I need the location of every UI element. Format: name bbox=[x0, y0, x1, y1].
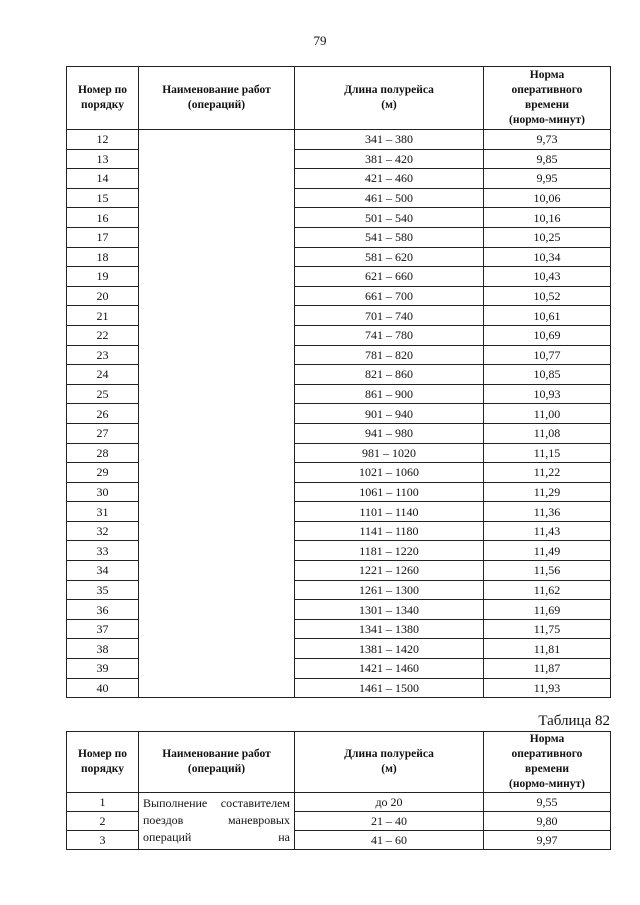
half-trip-length: 461 – 500 bbox=[295, 188, 484, 208]
norms-table-82 bbox=[66, 731, 611, 850]
half-trip-length: 1261 – 1300 bbox=[295, 580, 484, 600]
table-row bbox=[67, 793, 611, 812]
table-row bbox=[67, 130, 611, 150]
half-trip-length: 1421 – 1460 bbox=[295, 659, 484, 679]
row-number: 26 bbox=[67, 404, 139, 424]
half-trip-length: 581 – 620 bbox=[295, 247, 484, 267]
operation-text-line: Выполнение составителем bbox=[143, 796, 290, 810]
time-norm: 11,56 bbox=[484, 561, 611, 581]
time-norm: 11,22 bbox=[484, 463, 611, 483]
time-norm: 10,85 bbox=[484, 365, 611, 385]
half-trip-length: 1181 – 1220 bbox=[295, 541, 484, 561]
half-trip-length: 381 – 420 bbox=[295, 149, 484, 169]
header-num: Номер по порядку bbox=[67, 732, 139, 793]
header-length: Длина полурейса (м) bbox=[295, 732, 484, 793]
time-norm: 11,69 bbox=[484, 600, 611, 620]
half-trip-length: 941 – 980 bbox=[295, 423, 484, 443]
norms-table-continued bbox=[66, 66, 611, 698]
row-number: 15 bbox=[67, 188, 139, 208]
row-number: 3 bbox=[67, 831, 139, 850]
row-number: 18 bbox=[67, 247, 139, 267]
row-number: 33 bbox=[67, 541, 139, 561]
row-number: 16 bbox=[67, 208, 139, 228]
header-norm: Норма оперативного времени (нормо-минут) bbox=[484, 732, 611, 793]
time-norm: 11,93 bbox=[484, 678, 611, 698]
row-number: 37 bbox=[67, 619, 139, 639]
time-norm: 9,85 bbox=[484, 149, 611, 169]
time-norm: 10,52 bbox=[484, 286, 611, 306]
time-norm: 10,61 bbox=[484, 306, 611, 326]
row-number: 19 bbox=[67, 267, 139, 287]
row-number: 29 bbox=[67, 463, 139, 483]
half-trip-length: 1101 – 1140 bbox=[295, 502, 484, 522]
operation-name-cell bbox=[139, 130, 295, 698]
half-trip-length: 821 – 860 bbox=[295, 365, 484, 385]
half-trip-length: 1221 – 1260 bbox=[295, 561, 484, 581]
half-trip-length: 1341 – 1380 bbox=[295, 619, 484, 639]
half-trip-length: 861 – 900 bbox=[295, 384, 484, 404]
row-number: 14 bbox=[67, 169, 139, 189]
time-norm: 10,25 bbox=[484, 227, 611, 247]
time-norm: 9,97 bbox=[484, 831, 611, 850]
row-number: 34 bbox=[67, 561, 139, 581]
half-trip-length: 621 – 660 bbox=[295, 267, 484, 287]
page-number: 79 bbox=[313, 33, 327, 48]
time-norm: 10,16 bbox=[484, 208, 611, 228]
time-norm: 11,29 bbox=[484, 482, 611, 502]
row-number: 12 bbox=[67, 130, 139, 150]
time-norm: 9,73 bbox=[484, 130, 611, 150]
row-number: 30 bbox=[67, 482, 139, 502]
time-norm: 9,80 bbox=[484, 812, 611, 831]
header-norm: Норма оперативного времени (нормо-минут) bbox=[484, 67, 611, 130]
time-norm: 11,43 bbox=[484, 521, 611, 541]
row-number: 21 bbox=[67, 306, 139, 326]
row-number: 20 bbox=[67, 286, 139, 306]
row-number: 38 bbox=[67, 639, 139, 659]
header-num: Номер по порядку bbox=[67, 67, 139, 130]
table1-body bbox=[67, 130, 611, 698]
time-norm: 10,69 bbox=[484, 325, 611, 345]
row-number: 28 bbox=[67, 443, 139, 463]
row-number: 2 bbox=[67, 812, 139, 831]
operation-name-cell bbox=[139, 793, 295, 850]
row-number: 40 bbox=[67, 678, 139, 698]
header-name: Наименование работ (операций) bbox=[139, 732, 295, 793]
time-norm: 9,55 bbox=[484, 793, 611, 812]
half-trip-length: 21 – 40 bbox=[295, 812, 484, 831]
half-trip-length: 741 – 780 bbox=[295, 325, 484, 345]
table-caption: Таблица 82 bbox=[538, 713, 610, 729]
row-number: 35 bbox=[67, 580, 139, 600]
time-norm: 11,62 bbox=[484, 580, 611, 600]
time-norm: 10,43 bbox=[484, 267, 611, 287]
row-number: 36 bbox=[67, 600, 139, 620]
time-norm: 11,81 bbox=[484, 639, 611, 659]
half-trip-length: 1461 – 1500 bbox=[295, 678, 484, 698]
row-number: 23 bbox=[67, 345, 139, 365]
half-trip-length: 501 – 540 bbox=[295, 208, 484, 228]
time-norm: 10,06 bbox=[484, 188, 611, 208]
time-norm: 10,77 bbox=[484, 345, 611, 365]
table2-body bbox=[67, 793, 611, 850]
time-norm: 11,08 bbox=[484, 423, 611, 443]
row-number: 25 bbox=[67, 384, 139, 404]
row-number: 1 bbox=[67, 793, 139, 812]
row-number: 24 bbox=[67, 365, 139, 385]
half-trip-length: 661 – 700 bbox=[295, 286, 484, 306]
row-number: 22 bbox=[67, 325, 139, 345]
half-trip-length: до 20 bbox=[295, 793, 484, 812]
table-header-row bbox=[67, 732, 611, 793]
time-norm: 11,75 bbox=[484, 619, 611, 639]
time-norm: 11,49 bbox=[484, 541, 611, 561]
half-trip-length: 1141 – 1180 bbox=[295, 521, 484, 541]
half-trip-length: 421 – 460 bbox=[295, 169, 484, 189]
row-number: 13 bbox=[67, 149, 139, 169]
time-norm: 10,93 bbox=[484, 384, 611, 404]
time-norm: 9,95 bbox=[484, 169, 611, 189]
row-number: 17 bbox=[67, 227, 139, 247]
half-trip-length: 1021 – 1060 bbox=[295, 463, 484, 483]
row-number: 39 bbox=[67, 659, 139, 679]
half-trip-length: 981 – 1020 bbox=[295, 443, 484, 463]
row-number: 31 bbox=[67, 502, 139, 522]
operation-text-line: операций на bbox=[143, 830, 290, 844]
table-header-row bbox=[67, 67, 611, 130]
half-trip-length: 701 – 740 bbox=[295, 306, 484, 326]
half-trip-length: 1301 – 1340 bbox=[295, 600, 484, 620]
half-trip-length: 1381 – 1420 bbox=[295, 639, 484, 659]
half-trip-length: 341 – 380 bbox=[295, 130, 484, 150]
row-number: 32 bbox=[67, 521, 139, 541]
row-number: 27 bbox=[67, 423, 139, 443]
time-norm: 11,87 bbox=[484, 659, 611, 679]
half-trip-length: 781 – 820 bbox=[295, 345, 484, 365]
half-trip-length: 541 – 580 bbox=[295, 227, 484, 247]
header-name: Наименование работ (операций) bbox=[139, 67, 295, 130]
half-trip-length: 41 – 60 bbox=[295, 831, 484, 850]
time-norm: 11,00 bbox=[484, 404, 611, 424]
half-trip-length: 901 – 940 bbox=[295, 404, 484, 424]
half-trip-length: 1061 – 1100 bbox=[295, 482, 484, 502]
header-length: Длина полурейса (м) bbox=[295, 67, 484, 130]
time-norm: 10,34 bbox=[484, 247, 611, 267]
operation-text-line: поездов маневровых bbox=[143, 813, 290, 827]
time-norm: 11,15 bbox=[484, 443, 611, 463]
time-norm: 11,36 bbox=[484, 502, 611, 522]
